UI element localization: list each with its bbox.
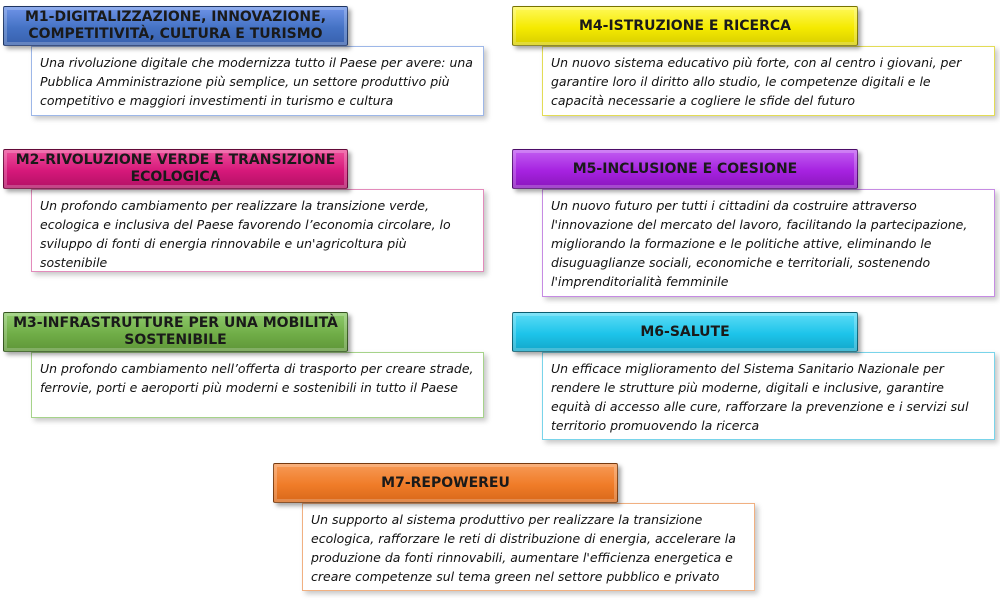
mission-m5-title: M5-INCLUSIONE E COESIONE (512, 149, 858, 189)
mission-m5-description: Un nuovo futuro per tutti i cittadini da costruire attraverso l'innovazione del mercato del lavoro, facilitando la partecipazione, migliorando la formazione e le politiche attive, eliminando le disuguaglianze sociali, economiche e territoriali, sostenendo l'imprenditorialità femminile (542, 189, 995, 297)
mission-m6-title: M6-SALUTE (512, 312, 858, 352)
mission-m1-description: Una rivoluzione digitale che modernizza tutto il Paese per avere: una Pubblica Amministrazione più semplice, un settore produttivo più competitivo e maggiori investimenti in turismo e cultura (31, 46, 484, 116)
mission-m4-title: M4-ISTRUZIONE E RICERCA (512, 6, 858, 46)
mission-m2-title: M2-RIVOLUZIONE VERDE E TRANSIZIONE ECOLOGICA (3, 149, 348, 189)
mission-m3-description: Un profondo cambiamento nell’offerta di trasporto per creare strade, ferrovie, porti e aeroporti più moderni e sostenibili in tutto il Paese (31, 352, 484, 418)
mission-m7-description: Un supporto al sistema produttivo per realizzare la transizione ecologica, rafforzare le reti di distribuzione di energia, accelerare la produzione da fonti rinnovabili, aumentare l'efficienza energetica e creare competenze sul tema green nel settore pubblico e privato (302, 503, 755, 591)
mission-m4-description: Un nuovo sistema educativo più forte, con al centro i giovani, per garantire loro il diritto allo studio, le competenze digitali e le capacità necessarie a cogliere le sfide del futuro (542, 46, 995, 116)
mission-m6-description: Un efficace miglioramento del Sistema Sanitario Nazionale per rendere le strutture più moderne, digitali e inclusive, garantire equità di accesso alle cure, rafforzare la prevenzione e i servizi sul territorio promuovendo la ricerca (542, 352, 995, 440)
mission-m2-description: Un profondo cambiamento per realizzare la transizione verde, ecologica e inclusiva del Paese favorendo l’economia circolare, lo sviluppo di fonti di energia rinnovabile e un'agricoltura più sostenibile (31, 189, 484, 272)
mission-m1-title: M1-DIGITALIZZAZIONE, INNOVAZIONE, COMPETITIVITÀ, CULTURA E TURISMO (3, 6, 348, 46)
mission-m3-title: M3-INFRASTRUTTURE PER UNA MOBILITÀ SOSTENIBILE (3, 312, 348, 352)
mission-m7-title: M7-REPOWEREU (273, 463, 618, 503)
